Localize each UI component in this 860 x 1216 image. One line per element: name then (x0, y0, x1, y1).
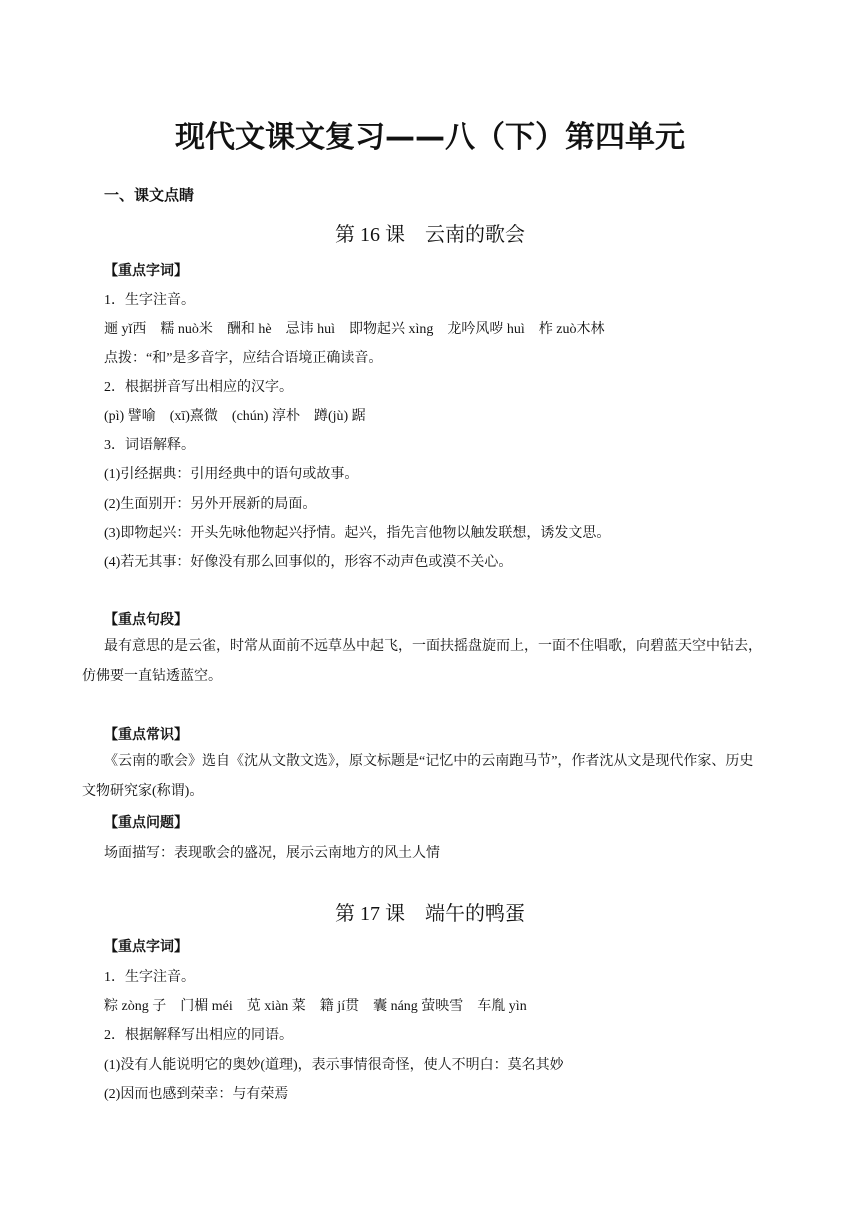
definition-item: (4)若无其事：好像没有那么回事似的，形容不动声色或漠不关心。 (104, 555, 513, 570)
lesson-16-title: 第 16 课 云南的歌会 (335, 224, 525, 246)
list-item: 1．生字注音。 (104, 293, 195, 308)
definition-item: (2)因而也感到荣幸：与有荣焉 (104, 1087, 289, 1102)
key-words-heading: 【重点字词】 (104, 264, 188, 279)
tip-text: 点拨：“和”是多音字，应结合语境正确读音。 (104, 351, 383, 366)
definition-item: (1)没有人能说明它的奥妙(道理)，表示事情很奇怪，使人不明白：莫名其妙 (104, 1058, 564, 1073)
page-title: 现代文课文复习——八（下）第四单元 (175, 120, 685, 155)
list-item: 2．根据解释写出相应的同语。 (104, 1028, 293, 1043)
key-question-text: 场面描写：表现歌会的盛况，展示云南地方的风土人情 (104, 846, 440, 861)
key-question-heading: 【重点问题】 (104, 816, 188, 831)
definition-item: (3)即物起兴：开头先咏他物起兴抒情。起兴，指先言他物以触发联想，诱发文思。 (104, 526, 611, 541)
lesson-17-title: 第 17 课 端午的鸭蛋 (335, 903, 525, 925)
section-heading: 一、课文点睛 (104, 186, 195, 204)
key-knowledge-paragraph: 《云南的歌会》选自《沈从文散文选》，原文标题是“记忆中的云南跑马节”，作者沈从文是现代作家、历史文物研究家(称谓)。 (82, 754, 754, 799)
key-sentence-heading: 【重点句段】 (104, 613, 188, 628)
key-words-heading: 【重点字词】 (104, 940, 188, 955)
key-sentence-paragraph: 最有意思的是云雀，时常从面前不远草丛中起飞，一面扶摇盘旋而上，一面不住唱歌，向碧蓝天空中钻去，仿佛要一直钻透蓝空。 (82, 639, 762, 684)
hanzi-line: (pì) 譬喻 (xī)熹微 (chún) 淳朴 蹲(jù) 踞 (104, 409, 366, 424)
key-knowledge-heading: 【重点常识】 (104, 728, 188, 743)
pinyin-line: 粽 zòng 子 门楣 méi 苋 xiàn 菜 籍 jí贯 囊 náng 萤映雪 车胤 yìn (104, 999, 527, 1014)
list-item: 3．词语解释。 (104, 438, 195, 453)
definition-item: (1)引经据典：引用经典中的语句或故事。 (104, 467, 359, 482)
definition-item: (2)生面别开：另外开展新的局面。 (104, 497, 317, 512)
list-item: 1．生字注音。 (104, 970, 195, 985)
list-item: 2．根据拼音写出相应的汉字。 (104, 380, 293, 395)
pinyin-line: 逦 yǐ西 糯 nuò米 酬和 hè 忌讳 huì 即物起兴 xìng 龙吟风哕 huì 柞 zuò木林 (104, 322, 605, 337)
